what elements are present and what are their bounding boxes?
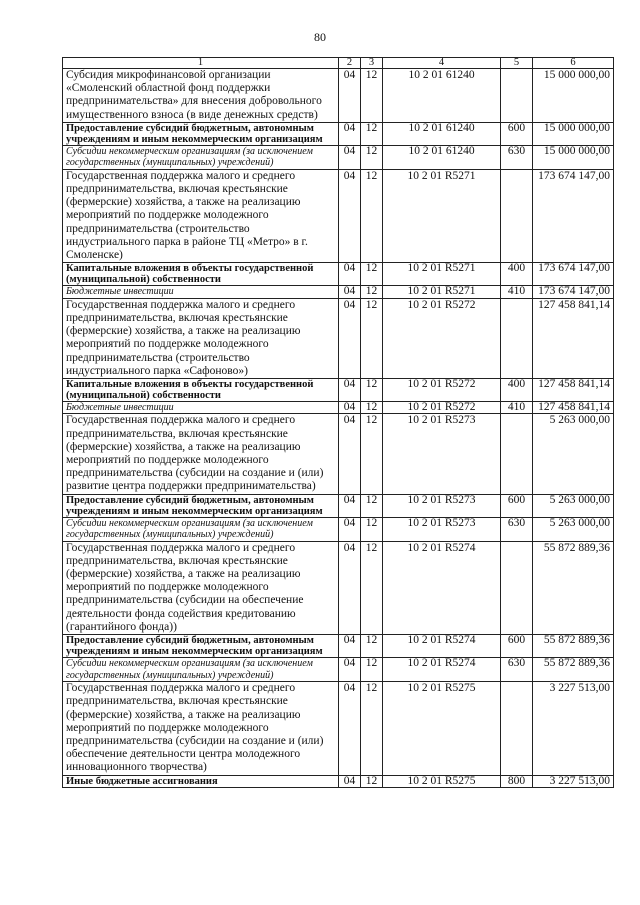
section-cell: 04 xyxy=(339,263,361,286)
amount-cell: 55 872 889,36 xyxy=(533,635,614,658)
expense-type-cell xyxy=(501,541,533,634)
header-cell: 3 xyxy=(361,58,383,69)
row-name-cell: Государственная поддержка малого и среднего предпринимательства, включая крестьянские (фермерские) хозяйства, а также на реализацию мероприятий по поддержке молодежного предпринимательства (строительство индустриального парка «Сафоново») xyxy=(63,298,339,378)
section-cell: 04 xyxy=(339,145,361,169)
amount-cell: 55 872 889,36 xyxy=(533,658,614,682)
header-cell: 4 xyxy=(383,58,501,69)
row-name-cell: Бюджетные инвестиции xyxy=(63,286,339,299)
row-name-cell: Государственная поддержка малого и среднего предпринимательства, включая крестьянские (фермерские) хозяйства, а также на реализацию мероприятий по поддержке молодежного предпринимательства (субсидии на обеспечение деятельности фонда содействия кредитованию (гарантийного фонда)) xyxy=(63,541,339,634)
table-row xyxy=(63,145,614,169)
amount-cell: 55 872 889,36 xyxy=(533,541,614,634)
header-cell: 6 xyxy=(533,58,614,69)
row-name-cell: Государственная поддержка малого и среднего предпринимательства, включая крестьянские (фермерские) хозяйства, а также на реализацию мероприятий по поддержке молодежного предпринимательства (субсидии на создание и (или) развитие центра поддержки предпринимательства) xyxy=(63,414,339,494)
expense-type-cell: 630 xyxy=(501,145,533,169)
amount-cell: 173 674 147,00 xyxy=(533,286,614,299)
subsection-cell: 12 xyxy=(361,145,383,169)
section-cell: 04 xyxy=(339,658,361,682)
target-article-cell: 10 2 01 R5272 xyxy=(383,298,501,378)
expense-type-cell: 800 xyxy=(501,775,533,787)
table-row xyxy=(63,682,614,775)
expense-type-cell xyxy=(501,69,533,123)
header-cell: 1 xyxy=(63,58,339,69)
table-row xyxy=(63,298,614,378)
amount-cell: 5 263 000,00 xyxy=(533,414,614,494)
table-row xyxy=(63,122,614,145)
amount-cell: 15 000 000,00 xyxy=(533,145,614,169)
section-cell: 04 xyxy=(339,494,361,517)
target-article-cell: 10 2 01 R5272 xyxy=(383,378,501,401)
section-cell: 04 xyxy=(339,298,361,378)
section-cell: 04 xyxy=(339,69,361,123)
table-row xyxy=(63,414,614,494)
expense-type-cell: 600 xyxy=(501,635,533,658)
row-name-cell: Субсидия микрофинансовой организации «Смоленский областной фонд поддержки предпринимательства» для внесения добровольного имущественного взноса (в виде денежных средств) xyxy=(63,69,339,123)
target-article-cell: 10 2 01 R5274 xyxy=(383,541,501,634)
row-name-cell: Государственная поддержка малого и среднего предпринимательства, включая крестьянские (фермерские) хозяйства, а также на реализацию мероприятий по поддержке молодежного предпринимательства (строительство индустриального парка в районе ТЦ «Метро» в г. Смоленске) xyxy=(63,169,339,262)
expense-type-cell xyxy=(501,682,533,775)
amount-cell: 127 458 841,14 xyxy=(533,378,614,401)
amount-cell: 127 458 841,14 xyxy=(533,298,614,378)
table-row xyxy=(63,494,614,517)
subsection-cell: 12 xyxy=(361,169,383,262)
target-article-cell: 10 2 01 R5271 xyxy=(383,169,501,262)
row-name-cell: Субсидии некоммерческим организациям (за исключением государственных (муниципальных) учреждений) xyxy=(63,517,339,541)
subsection-cell: 12 xyxy=(361,401,383,414)
page-number: 80 xyxy=(314,30,326,44)
subsection-cell: 12 xyxy=(361,494,383,517)
section-cell: 04 xyxy=(339,122,361,145)
table-row xyxy=(63,263,614,286)
amount-cell: 5 263 000,00 xyxy=(533,494,614,517)
amount-cell: 173 674 147,00 xyxy=(533,169,614,262)
expense-type-cell xyxy=(501,414,533,494)
amount-cell: 3 227 513,00 xyxy=(533,775,614,787)
table-row xyxy=(63,169,614,262)
section-cell: 04 xyxy=(339,682,361,775)
amount-cell: 15 000 000,00 xyxy=(533,69,614,123)
expense-type-cell: 600 xyxy=(501,122,533,145)
section-cell: 04 xyxy=(339,401,361,414)
table-row xyxy=(63,286,614,299)
target-article-cell: 10 2 01 R5273 xyxy=(383,414,501,494)
section-cell: 04 xyxy=(339,635,361,658)
subsection-cell: 12 xyxy=(361,541,383,634)
target-article-cell: 10 2 01 61240 xyxy=(383,69,501,123)
amount-cell: 127 458 841,14 xyxy=(533,401,614,414)
section-cell: 04 xyxy=(339,169,361,262)
target-article-cell: 10 2 01 61240 xyxy=(383,122,501,145)
expense-type-cell xyxy=(501,169,533,262)
header-cell: 2 xyxy=(339,58,361,69)
target-article-cell: 10 2 01 R5274 xyxy=(383,635,501,658)
subsection-cell: 12 xyxy=(361,635,383,658)
subsection-cell: 12 xyxy=(361,298,383,378)
header-cell: 5 xyxy=(501,58,533,69)
row-name-cell: Субсидии некоммерческим организациям (за исключением государственных (муниципальных) учреждений) xyxy=(63,658,339,682)
target-article-cell: 10 2 01 R5271 xyxy=(383,286,501,299)
table-row xyxy=(63,69,614,123)
subsection-cell: 12 xyxy=(361,775,383,787)
row-name-cell: Предоставление субсидий бюджетным, автономным учреждениям и иным некоммерческим организациям xyxy=(63,122,339,145)
section-cell: 04 xyxy=(339,775,361,787)
subsection-cell: 12 xyxy=(361,122,383,145)
amount-cell: 15 000 000,00 xyxy=(533,122,614,145)
expense-type-cell xyxy=(501,298,533,378)
amount-cell: 5 263 000,00 xyxy=(533,517,614,541)
target-article-cell: 10 2 01 61240 xyxy=(383,145,501,169)
target-article-cell: 10 2 01 R5273 xyxy=(383,517,501,541)
target-article-cell: 10 2 01 R5275 xyxy=(383,775,501,787)
budget-table xyxy=(62,57,614,788)
table-row xyxy=(63,517,614,541)
amount-cell: 173 674 147,00 xyxy=(533,263,614,286)
header-row xyxy=(63,58,614,69)
table-row xyxy=(63,658,614,682)
subsection-cell: 12 xyxy=(361,517,383,541)
section-cell: 04 xyxy=(339,414,361,494)
subsection-cell: 12 xyxy=(361,658,383,682)
subsection-cell: 12 xyxy=(361,69,383,123)
expense-type-cell: 400 xyxy=(501,378,533,401)
row-name-cell: Субсидии некоммерческим организациям (за исключением государственных (муниципальных) учреждений) xyxy=(63,145,339,169)
row-name-cell: Капитальные вложения в объекты государственной (муниципальной) собственности xyxy=(63,378,339,401)
subsection-cell: 12 xyxy=(361,263,383,286)
section-cell: 04 xyxy=(339,517,361,541)
section-cell: 04 xyxy=(339,286,361,299)
row-name-cell: Капитальные вложения в объекты государственной (муниципальной) собственности xyxy=(63,263,339,286)
expense-type-cell: 410 xyxy=(501,401,533,414)
amount-cell: 3 227 513,00 xyxy=(533,682,614,775)
target-article-cell: 10 2 01 R5271 xyxy=(383,263,501,286)
expense-type-cell: 630 xyxy=(501,658,533,682)
subsection-cell: 12 xyxy=(361,414,383,494)
table-row xyxy=(63,541,614,634)
table-row xyxy=(63,635,614,658)
subsection-cell: 12 xyxy=(361,286,383,299)
row-name-cell: Иные бюджетные ассигнования xyxy=(63,775,339,787)
section-cell: 04 xyxy=(339,541,361,634)
target-article-cell: 10 2 01 R5272 xyxy=(383,401,501,414)
expense-type-cell: 410 xyxy=(501,286,533,299)
expense-type-cell: 400 xyxy=(501,263,533,286)
expense-type-cell: 630 xyxy=(501,517,533,541)
target-article-cell: 10 2 01 R5275 xyxy=(383,682,501,775)
row-name-cell: Государственная поддержка малого и среднего предпринимательства, включая крестьянские (фермерские) хозяйства, а также на реализацию мероприятий по поддержке молодежного предпринимательства (субсидии на создание и (или) обеспечение деятельности центра молодежного инновационного творчества) xyxy=(63,682,339,775)
table-row xyxy=(63,401,614,414)
table-row xyxy=(63,775,614,787)
expense-type-cell: 600 xyxy=(501,494,533,517)
row-name-cell: Предоставление субсидий бюджетным, автономным учреждениям и иным некоммерческим организациям xyxy=(63,635,339,658)
target-article-cell: 10 2 01 R5273 xyxy=(383,494,501,517)
target-article-cell: 10 2 01 R5274 xyxy=(383,658,501,682)
table-row xyxy=(63,378,614,401)
subsection-cell: 12 xyxy=(361,378,383,401)
row-name-cell: Предоставление субсидий бюджетным, автономным учреждениям и иным некоммерческим организациям xyxy=(63,494,339,517)
subsection-cell: 12 xyxy=(361,682,383,775)
section-cell: 04 xyxy=(339,378,361,401)
row-name-cell: Бюджетные инвестиции xyxy=(63,401,339,414)
